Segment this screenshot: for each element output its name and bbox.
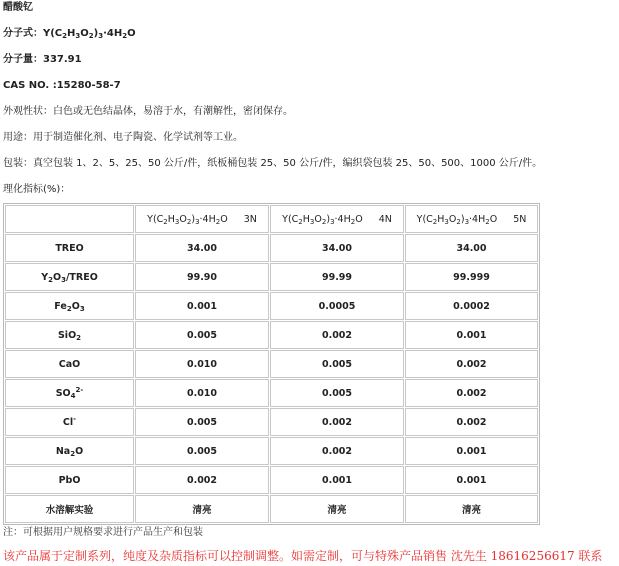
value-cell: 0.0005	[270, 292, 404, 320]
row-label: 水溶解实验	[5, 495, 134, 523]
table-row	[5, 350, 538, 378]
sales-promo: 该产品属于定制系列，纯度及杂质指标可以控制调整。如需定制，可与特殊产品销售 沈先生 18616256617 联系	[3, 549, 603, 563]
header-formula: $Y(C_2H_3O_2)_3\cdot 4H_2O$	[416, 213, 498, 226]
row-label: TREO	[5, 234, 134, 262]
table-row	[5, 263, 538, 291]
table-row	[5, 379, 538, 407]
footnote: 注：可根据用户规格要求进行产品生产和包装	[3, 527, 203, 538]
row-label: $Fe_2O_3$	[5, 292, 134, 320]
header-cell-5n	[405, 205, 538, 233]
table-row	[5, 234, 538, 262]
value-cell: 34.00	[135, 234, 269, 262]
row-label: PbO	[5, 466, 134, 494]
value-cell: 清亮	[135, 495, 269, 523]
value-cell: 0.010	[135, 379, 269, 407]
value-cell: 清亮	[270, 495, 404, 523]
header-cell-4n	[270, 205, 404, 233]
header-grade: 4N	[378, 213, 392, 225]
table-row	[5, 495, 538, 523]
table-header-row	[5, 205, 538, 233]
value-cell: 34.00	[405, 234, 538, 262]
value-cell: 0.002	[270, 408, 404, 436]
row-label: Cl-	[5, 408, 134, 436]
value-cell: 0.001	[135, 292, 269, 320]
value-cell: 0.005	[270, 379, 404, 407]
value-cell: 0.005	[135, 437, 269, 465]
row-label: SiO$_2$	[5, 321, 134, 349]
value-cell: 0.001	[270, 466, 404, 494]
cas-number: CAS NO. :15280-58-7	[3, 80, 121, 91]
value-cell: 99.99	[270, 263, 404, 291]
value-cell: 99.999	[405, 263, 538, 291]
value-cell: 34.00	[270, 234, 404, 262]
value-cell: 99.90	[135, 263, 269, 291]
formula-line	[3, 27, 136, 41]
weight-label: 分子量：	[3, 54, 43, 65]
value-cell: 0.001	[405, 466, 538, 494]
row-label: $Y_2O_3$/TREO	[5, 263, 134, 291]
spec-table	[3, 203, 540, 525]
formula-value: $Y(C_2H_3O_2)_3\cdot 4H_2O$	[43, 28, 136, 40]
value-cell: 0.005	[270, 350, 404, 378]
value-cell: 0.001	[405, 321, 538, 349]
header-formula: $Y(C_2H_3O_2)_3\cdot 4H_2O$	[282, 213, 363, 226]
value-cell: 清亮	[405, 495, 538, 523]
row-label: $SO_4^{2-}$	[5, 379, 134, 407]
value-cell: 0.005	[135, 408, 269, 436]
value-cell: 0.002	[270, 437, 404, 465]
appearance-text: 外观性状：白色或无色结晶体，易溶于水，有潮解性，密闭保存。	[3, 106, 293, 117]
header-grade: 5N	[513, 213, 527, 225]
table-row	[5, 466, 538, 494]
value-cell: 0.010	[135, 350, 269, 378]
value-cell: 0.002	[405, 350, 538, 378]
header-grade: 3N	[243, 213, 257, 225]
header-cell-empty	[5, 205, 134, 233]
packaging-text: 包装：真空包装 1、2、5、25、50 公斤/件，纸板桶包装 25、50 公斤/件，编织袋包装 25、50、500、1000 公斤/件。	[3, 158, 543, 169]
row-label: $Na_2O$	[5, 437, 134, 465]
weight-value: 337.91	[43, 54, 82, 65]
value-cell: 0.002	[270, 321, 404, 349]
value-cell: 0.005	[135, 321, 269, 349]
value-cell: 0.002	[405, 408, 538, 436]
value-cell: 0.002	[405, 379, 538, 407]
table-row	[5, 292, 538, 320]
header-formula: $Y(C_2H_3O_2)_3\cdot 4H_2O$	[147, 213, 228, 226]
row-label: CaO	[5, 350, 134, 378]
table-row	[5, 437, 538, 465]
value-cell: 0.002	[135, 466, 269, 494]
formula-label: 分子式：	[3, 28, 43, 39]
product-title: 醋酸钇	[3, 2, 33, 13]
usage-text: 用途：用于制造催化剂、电子陶瓷、化学试剂等工业。	[3, 132, 243, 143]
value-cell: 0.001	[405, 437, 538, 465]
table-row	[5, 408, 538, 436]
table-row	[5, 321, 538, 349]
spec-title: 理化指标(%)：	[3, 184, 71, 195]
value-cell: 0.0002	[405, 292, 538, 320]
weight-line	[3, 53, 82, 67]
header-cell-3n	[135, 205, 269, 233]
